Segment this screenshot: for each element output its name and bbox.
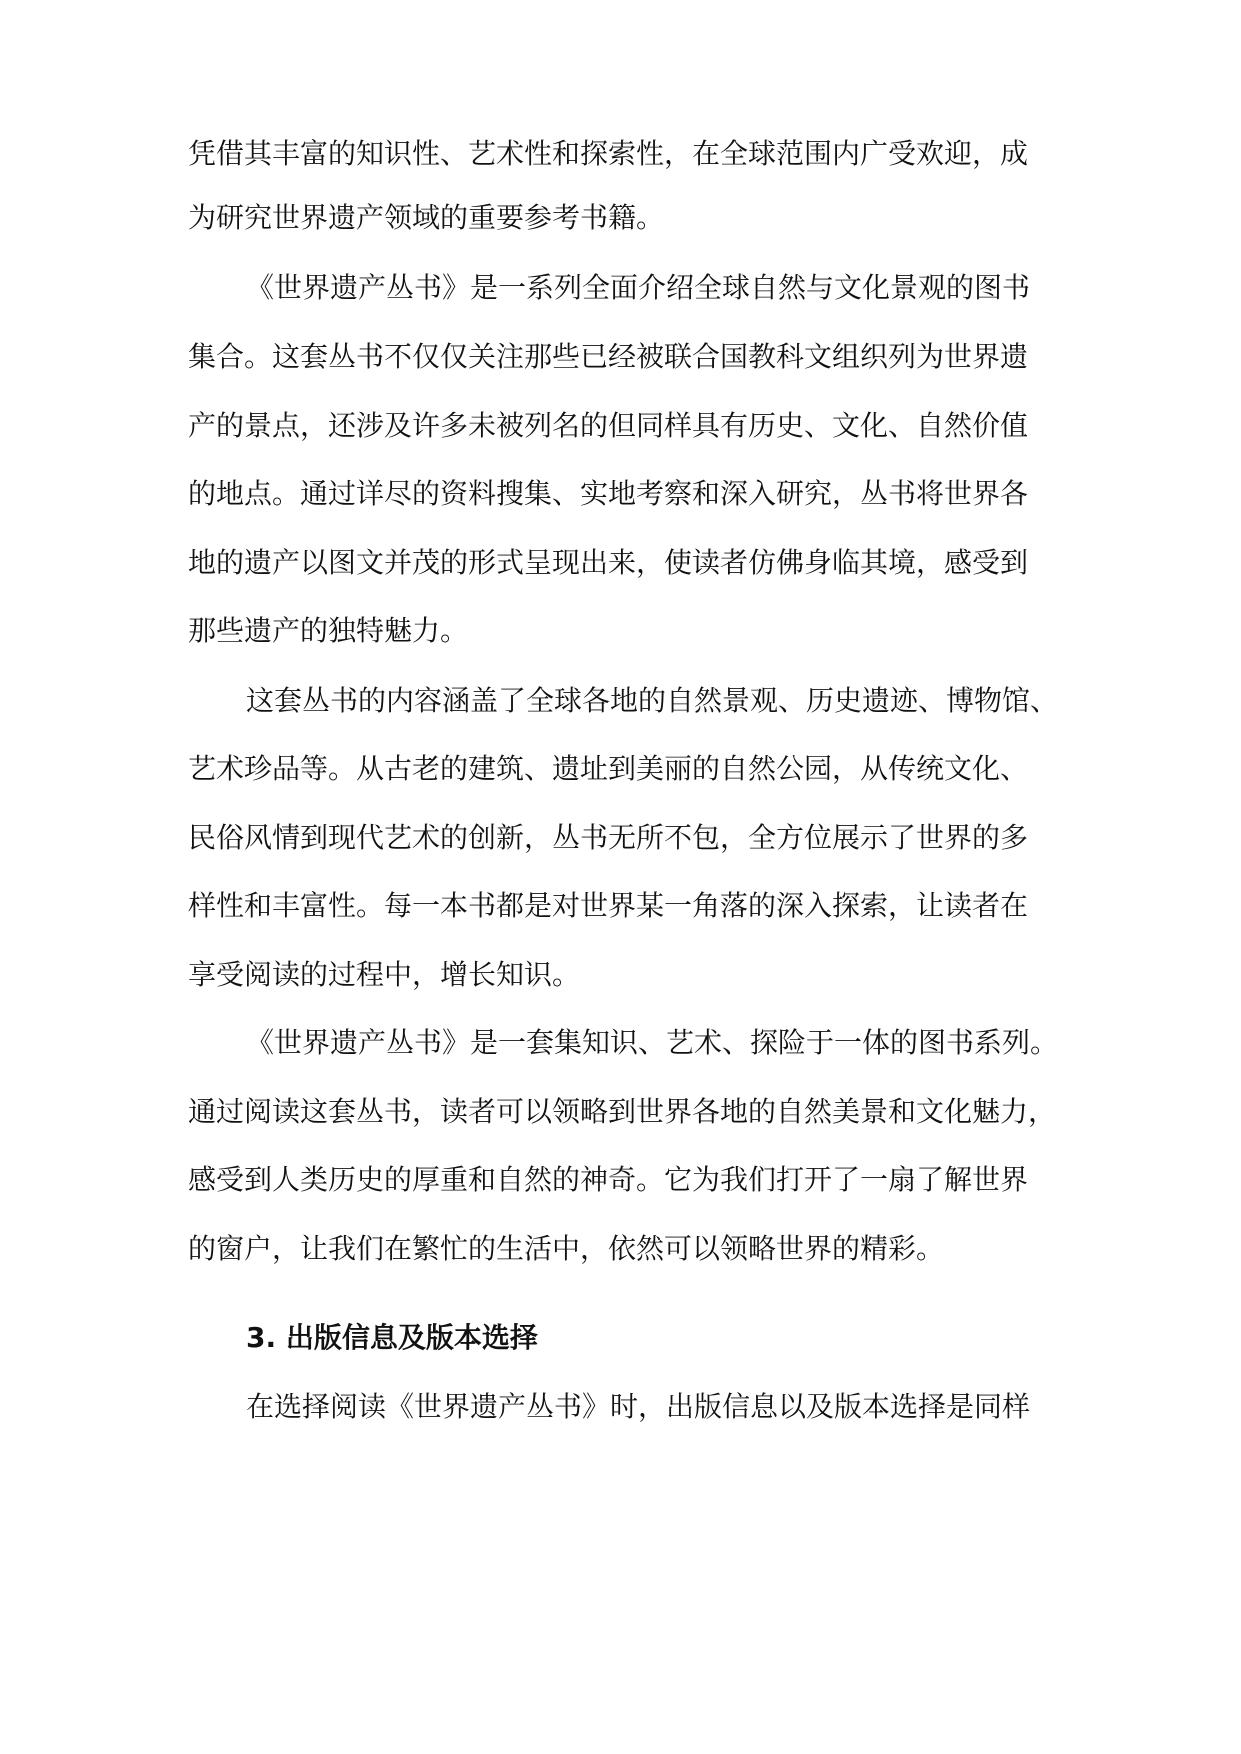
text-line: 那些遗产的独特魅力。 bbox=[188, 614, 469, 647]
text-line: 艺术珍品等。从古老的建筑、遗址到美丽的自然公园，从传统文化、 bbox=[188, 752, 1029, 785]
text-line: 民俗风情到现代艺术的创新，丛书无所不包，全方位展示了世界的多 bbox=[188, 821, 1029, 854]
text-line: 样性和丰富性。每一本书都是对世界某一角落的深入探索，让读者在 bbox=[188, 889, 1029, 922]
text-line: 凭借其丰富的知识性、艺术性和探索性，在全球范围内广受欢迎，成 bbox=[188, 137, 1029, 170]
text-line: 产的景点，还涉及许多未被列名的但同样具有历史、文化、自然价值 bbox=[188, 409, 1029, 442]
text-line: 地的遗产以图文并茂的形式呈现出来，使读者仿佛身临其境，感受到 bbox=[188, 546, 1029, 579]
text-line: 的窗户，让我们在繁忙的生活中，依然可以领略世界的精彩。 bbox=[188, 1232, 945, 1265]
section-heading: 3. 出版信息及版本选择 bbox=[246, 1321, 538, 1354]
paragraph-first-line: 这套丛书的内容涵盖了全球各地的自然景观、历史遗迹、博物馆、 bbox=[246, 684, 1059, 717]
paragraph-first-line: 在选择阅读《世界遗产丛书》时，出版信息以及版本选择是同样 bbox=[246, 1390, 1031, 1423]
text-line: 感受到人类历史的厚重和自然的神奇。它为我们打开了一扇了解世界 bbox=[188, 1163, 1029, 1196]
paragraph-first-line: 《世界遗产丛书》是一系列全面介绍全球自然与文化景观的图书 bbox=[246, 271, 1031, 304]
text-line: 通过阅读这套丛书，读者可以领略到世界各地的自然美景和文化魅力， bbox=[188, 1095, 1057, 1128]
text-line: 享受阅读的过程中，增长知识。 bbox=[188, 958, 581, 991]
text-line: 的地点。通过详尽的资料搜集、实地考察和深入研究，丛书将世界各 bbox=[188, 477, 1029, 510]
text-line: 集合。这套丛书不仅仅关注那些已经被联合国教科文组织列为世界遗 bbox=[188, 340, 1029, 373]
paragraph-first-line: 《世界遗产丛书》是一套集知识、艺术、探险于一体的图书系列。 bbox=[246, 1026, 1059, 1059]
text-line: 为研究世界遗产领域的重要参考书籍。 bbox=[188, 201, 665, 234]
